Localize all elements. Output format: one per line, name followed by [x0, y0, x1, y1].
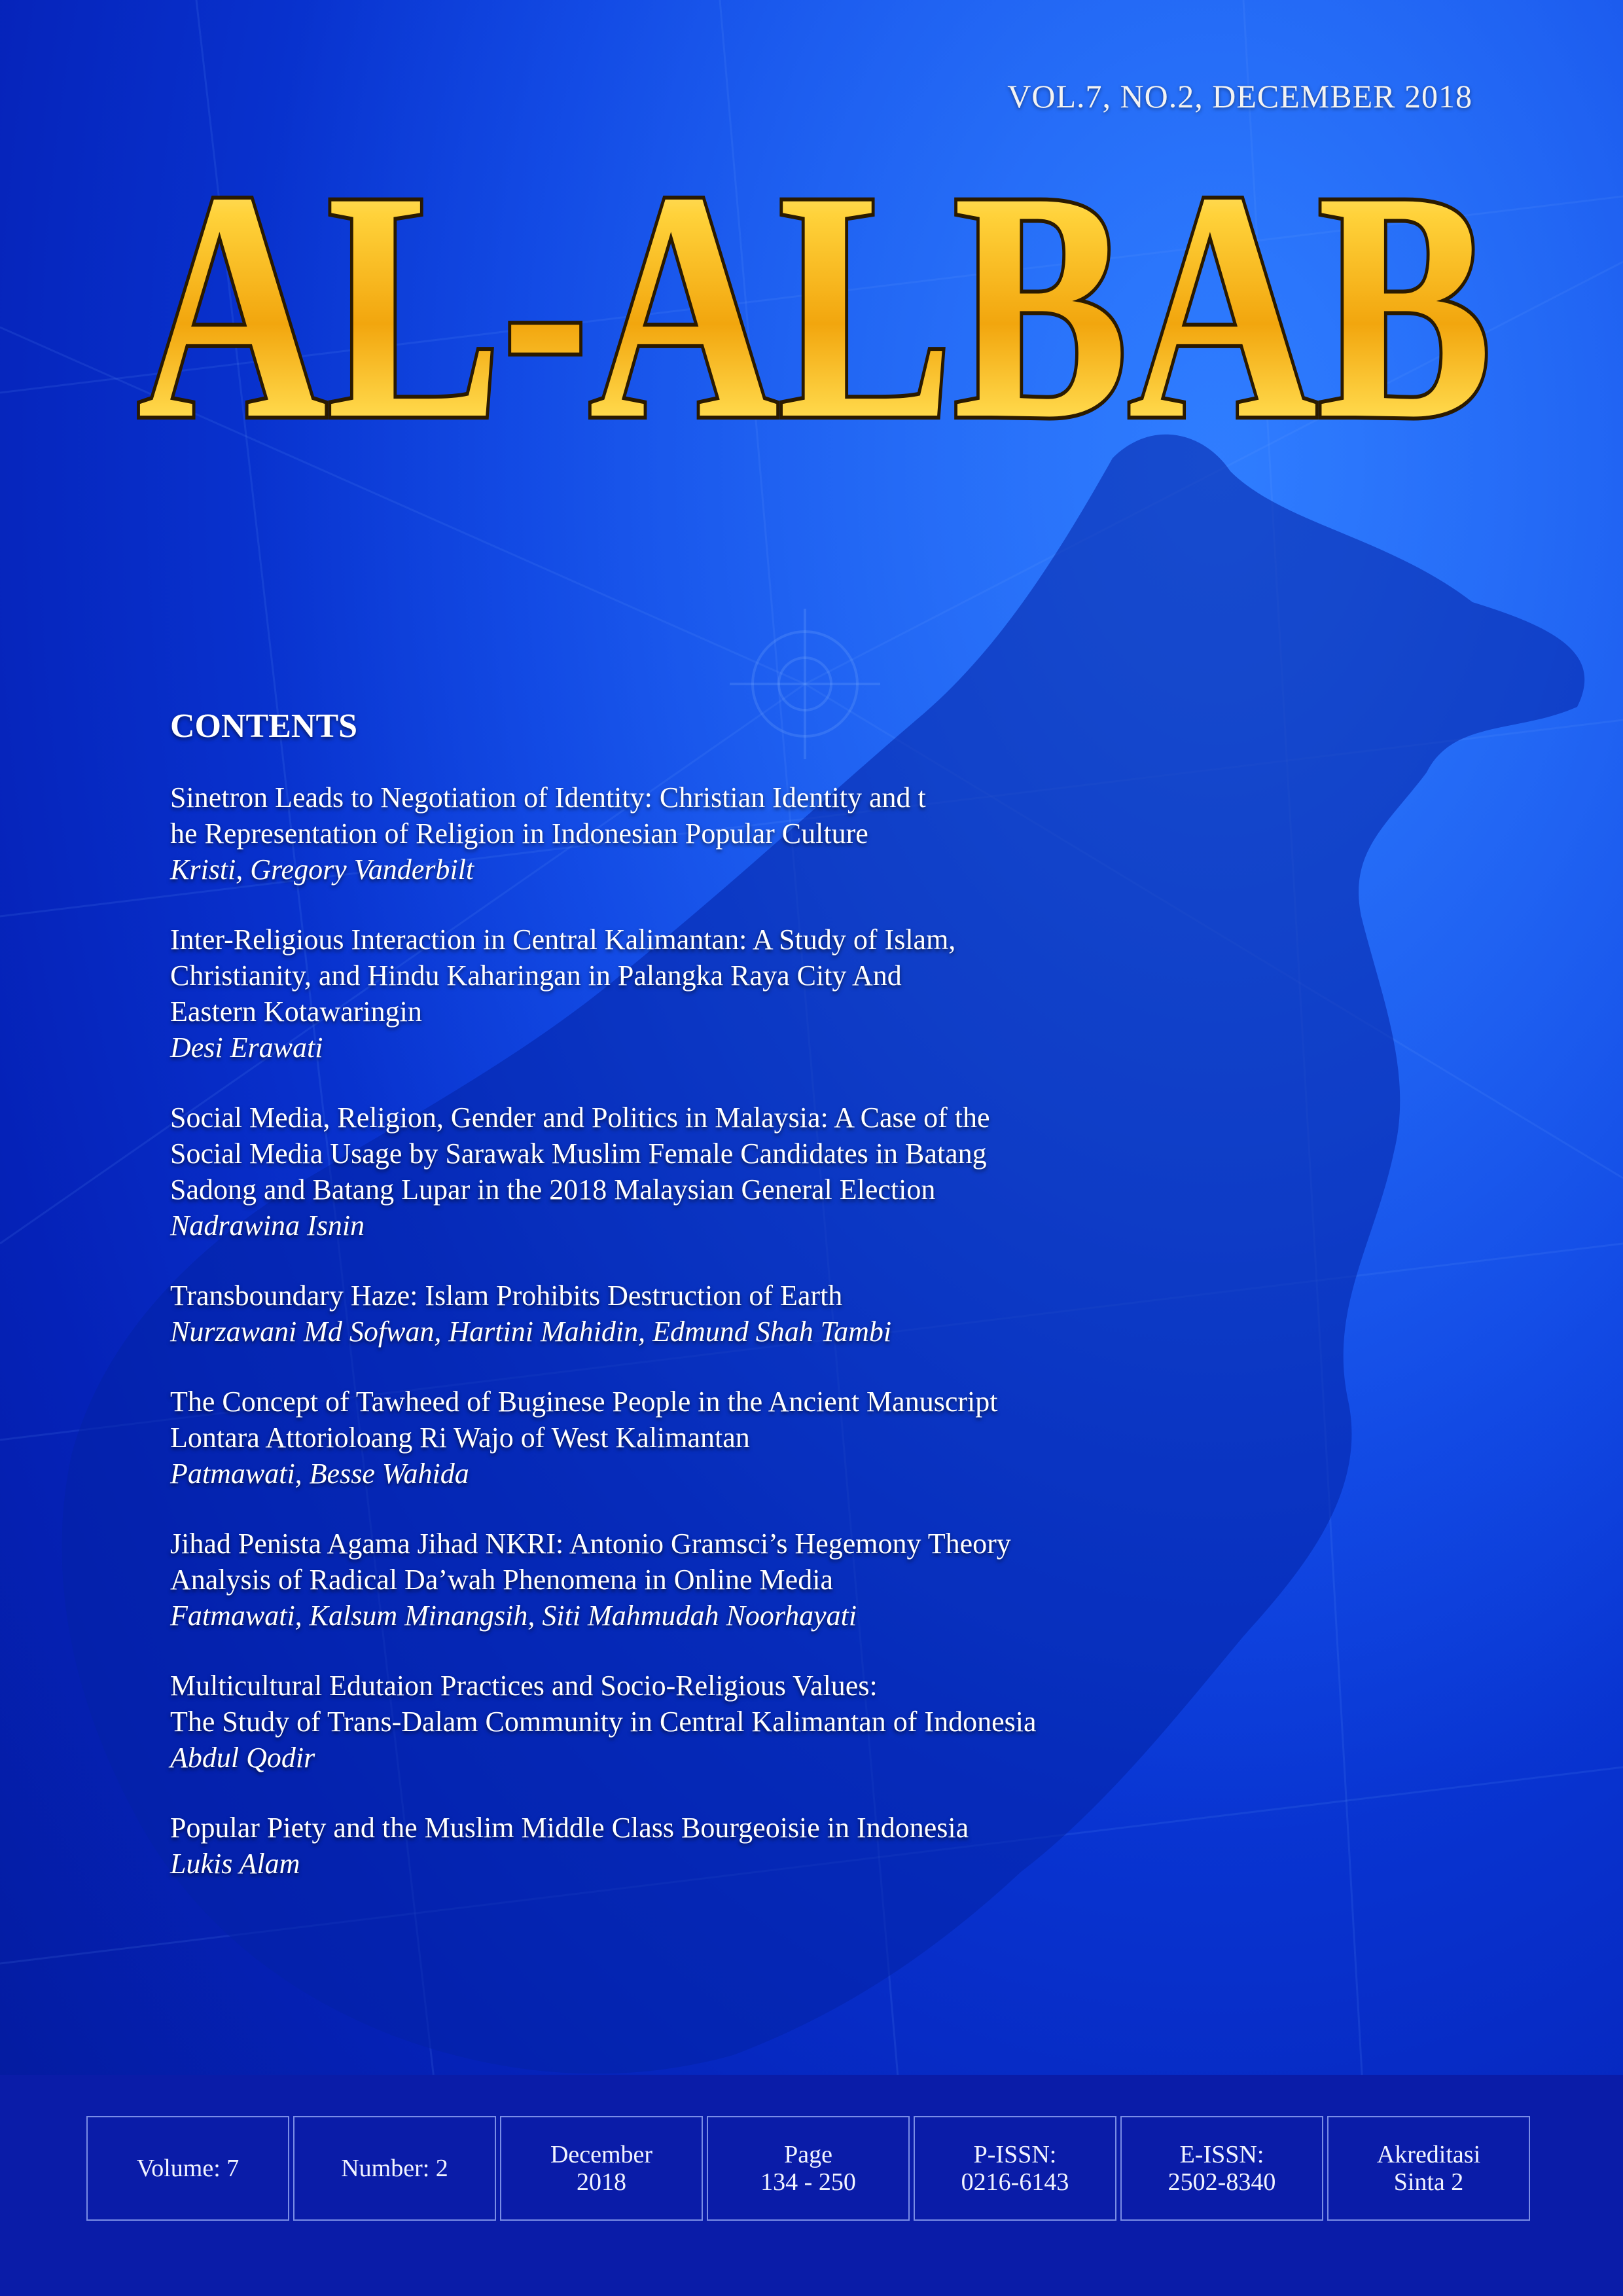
- article-title-line: Sadong and Batang Lupar in the 2018 Malaysian General Election: [170, 1174, 936, 1206]
- article-entry: [170, 1810, 1191, 1882]
- info-box: [500, 2116, 703, 2221]
- article-authors: Nadrawina Isnin: [170, 1210, 365, 1242]
- info-box-value: Sinta 2: [1393, 2168, 1464, 2196]
- article-title-line: Analysis of Radical Da’wah Phenomena in Online Media: [170, 1564, 833, 1596]
- article-title-line: Multicultural Edutaion Practices and Socio-Religious Values:: [170, 1670, 878, 1702]
- article-title-line: Sinetron Leads to Negotiation of Identity: Christian Identity and t: [170, 781, 926, 814]
- article-entry: [170, 922, 1191, 1066]
- journal-masthead: [118, 137, 1512, 445]
- info-box-value: 134 - 250: [760, 2168, 856, 2196]
- table-of-contents: [170, 707, 1191, 1916]
- article-entry: [170, 1384, 1191, 1492]
- article-title-line: Popular Piety and the Muslim Middle Class Bourgeoisie in Indonesia: [170, 1812, 969, 1844]
- article-authors: Fatmawati, Kalsum Minangsih, Siti Mahmudah Noorhayati: [170, 1600, 857, 1632]
- info-box: [1327, 2116, 1530, 2221]
- article-entry: [170, 1668, 1191, 1776]
- article-entry: [170, 1278, 1191, 1350]
- info-box-label: Number: 2: [341, 2155, 448, 2182]
- info-box-value: 2502-8340: [1168, 2168, 1276, 2196]
- article-title-line: he Representation of Religion in Indonesian Popular Culture: [170, 817, 868, 850]
- info-box: [914, 2116, 1116, 2221]
- article-title-line: Eastern Kotawaringin: [170, 996, 422, 1028]
- info-box: [86, 2116, 289, 2221]
- info-box-label: Volume: 7: [136, 2155, 240, 2182]
- publication-info-row: [86, 2116, 1530, 2221]
- article-authors: Abdul Qodir: [170, 1742, 315, 1774]
- article-title-line: Social Media Usage by Sarawak Muslim Female Candidates in Batang: [170, 1138, 987, 1170]
- journal-title: AL-ALBAB: [137, 137, 1492, 445]
- info-box-value: 2018: [577, 2168, 626, 2196]
- info-box-label: December: [550, 2141, 653, 2168]
- info-box: [1120, 2116, 1323, 2221]
- info-box-label: E-ISSN:: [1179, 2141, 1264, 2168]
- info-box-value: 0216-6143: [961, 2168, 1069, 2196]
- article-authors: Nurzawani Md Sofwan, Hartini Mahidin, Edmund Shah Tambi: [170, 1316, 892, 1348]
- article-entry: [170, 780, 1191, 888]
- article-title-line: The Study of Trans-Dalam Community in Central Kalimantan of Indonesia: [170, 1706, 1037, 1738]
- contents-heading: CONTENTS: [170, 708, 358, 745]
- article-title-line: Christianity, and Hindu Kaharingan in Palangka Raya City And: [170, 960, 902, 992]
- info-box-label: P-ISSN:: [973, 2141, 1057, 2168]
- article-authors: Lukis Alam: [170, 1848, 300, 1880]
- article-authors: Patmawati, Besse Wahida: [170, 1458, 469, 1490]
- article-entry: [170, 1100, 1191, 1244]
- info-box-label: Akreditasi: [1376, 2141, 1481, 2168]
- article-entry: [170, 1526, 1191, 1634]
- article-title-line: Jihad Penista Agama Jihad NKRI: Antonio Gramsci’s Hegemony Theory: [170, 1528, 1011, 1560]
- info-box: [707, 2116, 910, 2221]
- article-authors: Desi Erawati: [170, 1031, 323, 1064]
- article-list: [170, 780, 1191, 1882]
- info-box: [293, 2116, 496, 2221]
- article-title-line: Social Media, Religion, Gender and Politics in Malaysia: A Case of the: [170, 1102, 990, 1134]
- article-title-line: Transboundary Haze: Islam Prohibits Destruction of Earth: [170, 1280, 843, 1312]
- info-box-label: Page: [784, 2141, 832, 2168]
- article-authors: Kristi, Gregory Vanderbilt: [170, 853, 474, 886]
- article-title-line: Inter-Religious Interaction in Central Kalimantan: A Study of Islam,: [170, 924, 956, 956]
- article-title-line: Lontara Attorioloang Ri Wajo of West Kalimantan: [170, 1422, 750, 1454]
- article-title-line: The Concept of Tawheed of Buginese People in the Ancient Manuscript: [170, 1386, 998, 1418]
- issue-volume-line: VOL.7, NO.2, DECEMBER 2018: [1007, 78, 1472, 115]
